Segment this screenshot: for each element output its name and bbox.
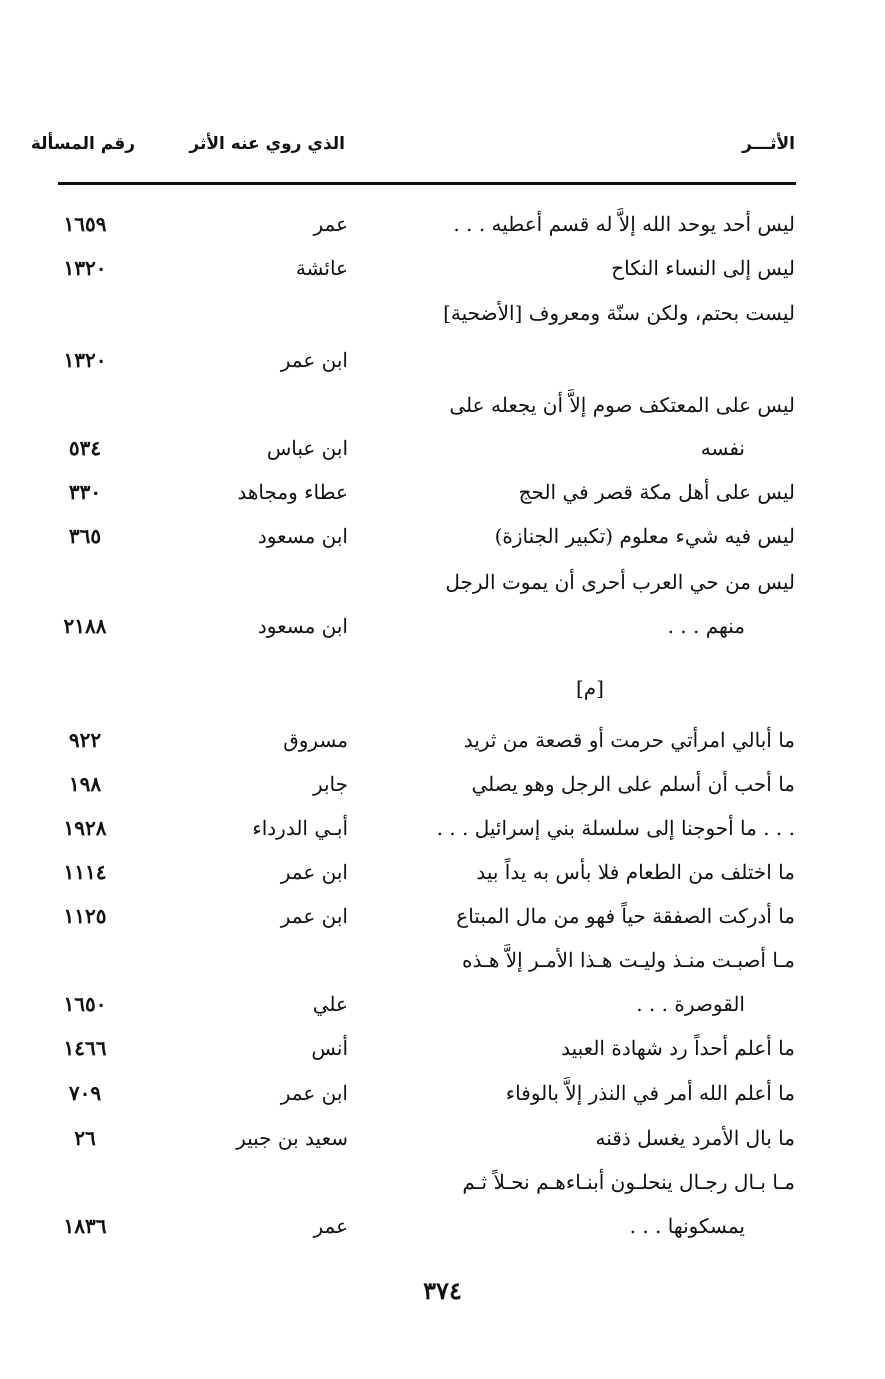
narrator-text: ابن عمر (280, 1081, 348, 1105)
issue-number: ٢١٨٨ (63, 614, 107, 638)
athar-text: . . . ما أحوجنا إلى سلسلة بني إسرائيل . . . (436, 816, 795, 840)
athar-text: ليست بحتم، ولكن سنّة ومعروف [الأضحية] (443, 301, 795, 325)
athar-text: ما أعلم الله أمر في النذر إلاَّ بالوفاء (505, 1081, 795, 1105)
athar-text: ما أبالي امرأتي حرمت أو قصعة من ثريد (463, 728, 795, 752)
table-row (0, 470, 885, 514)
athar-text: ما بال الأمرد يغسل ذقنه (595, 1126, 795, 1150)
table-row (0, 291, 885, 335)
athar-text: ما أعلم أحداً رد شهادة العبيد (561, 1036, 795, 1060)
athar-text: منهم . . . (667, 614, 745, 638)
athar-text: ليس من حي العرب أحرى أن يموت الرجل (445, 570, 795, 594)
narrator-text: ابن عمر (280, 904, 348, 928)
table-row (0, 718, 885, 762)
table-row (0, 383, 885, 427)
table-row (0, 1204, 885, 1248)
column-header-narrator: الذي روي عنه الأثر (189, 134, 345, 154)
table-row (0, 1160, 885, 1204)
column-header-issue-number: رقم المسألة (30, 134, 135, 154)
issue-number: ١٦٥٩ (63, 212, 107, 236)
athar-text: ليس على المعتكف صوم إلاَّ أن يجعله على (449, 393, 795, 417)
table-row (0, 850, 885, 894)
issue-number: ١٣٢٠ (63, 348, 107, 372)
narrator-text: ابن مسعود (257, 524, 348, 548)
issue-number: ١٨٣٦ (63, 1214, 107, 1238)
athar-text: ليس على أهل مكة قصر في الحج (518, 480, 795, 504)
issue-number: ١٤٦٦ (63, 1036, 107, 1060)
narrator-text: أبـي الدرداء (252, 816, 348, 840)
table-row (0, 246, 885, 290)
issue-number: ٢٦ (74, 1126, 96, 1150)
athar-text: ما أدركت الصفقة حياً فهو من مال المبتاع (456, 904, 795, 928)
narrator-text: ابن عمر (280, 348, 348, 372)
narrator-text: عمر (313, 212, 348, 236)
narrator-text: مسروق (283, 728, 348, 752)
issue-number: ٩٢٢ (68, 728, 102, 752)
narrator-text: عمر (313, 1214, 348, 1238)
table-row (0, 560, 885, 604)
section-letter-heading: [م] (576, 676, 604, 700)
narrator-text: أنس (311, 1036, 348, 1060)
table-row (0, 938, 885, 982)
table-row (0, 1116, 885, 1160)
issue-number: ٣٦٥ (68, 524, 102, 548)
narrator-text: سعيد بن جبير (236, 1126, 348, 1150)
table-row (0, 894, 885, 938)
athar-text: ما اختلف من الطعام فلا بأس به يداً بيد (476, 860, 795, 884)
athar-text: يمسكونها . . . (629, 1214, 745, 1238)
athar-text: مـا بـال رجـال ينحلـون أبنـاءهـم نحـلاً ثـم (462, 1170, 795, 1194)
page-number: ٣٧٤ (423, 1276, 462, 1305)
table-row (0, 1071, 885, 1115)
table-row (0, 806, 885, 850)
narrator-text: ابن مسعود (257, 614, 348, 638)
issue-number: ١٩٢٨ (63, 816, 107, 840)
narrator-text: عطاء ومجاهد (237, 480, 348, 504)
column-header-athar: الأثـــر (742, 134, 795, 154)
athar-text: ليس فيه شيء معلوم (تكبير الجنازة) (494, 524, 795, 548)
issue-number: ٧٠٩ (68, 1081, 102, 1105)
header-rule (58, 182, 796, 185)
narrator-text: ابن عمر (280, 860, 348, 884)
table-row (0, 426, 885, 470)
table-row (0, 1026, 885, 1070)
table-row (0, 338, 885, 382)
athar-text: نفسه (700, 436, 745, 460)
issue-number: ١١٢٥ (63, 904, 107, 928)
issue-number: ١٦٥٠ (63, 992, 107, 1016)
issue-number: ١٩٨ (68, 772, 102, 796)
athar-text: ليس أحد يوحد الله إلاَّ له قسم أعطيه . . . (453, 212, 795, 236)
athar-text: ما أحب أن أسلم على الرجل وهو يصلي (471, 772, 795, 796)
table-row (0, 762, 885, 806)
athar-text: ليس إلى النساء النكاح (611, 256, 795, 280)
table-row (0, 202, 885, 246)
table-row (0, 982, 885, 1026)
issue-number: ١٣٢٠ (63, 256, 107, 280)
narrator-text: ابن عباس (266, 436, 348, 460)
narrator-text: عائشة (295, 256, 348, 280)
athar-text: مـا أصبـت منـذ وليـت هـذا الأمـر إلاَّ هـذه (461, 948, 795, 972)
table-row (0, 514, 885, 558)
issue-number: ٣٣٠ (68, 480, 102, 504)
narrator-text: علي (312, 992, 348, 1016)
narrator-text: جابر (312, 772, 348, 796)
issue-number: ٥٣٤ (68, 436, 102, 460)
section-heading-row (0, 666, 885, 710)
issue-number: ١١١٤ (63, 860, 107, 884)
athar-text: القوصرة . . . (636, 992, 745, 1016)
table-row (0, 604, 885, 648)
